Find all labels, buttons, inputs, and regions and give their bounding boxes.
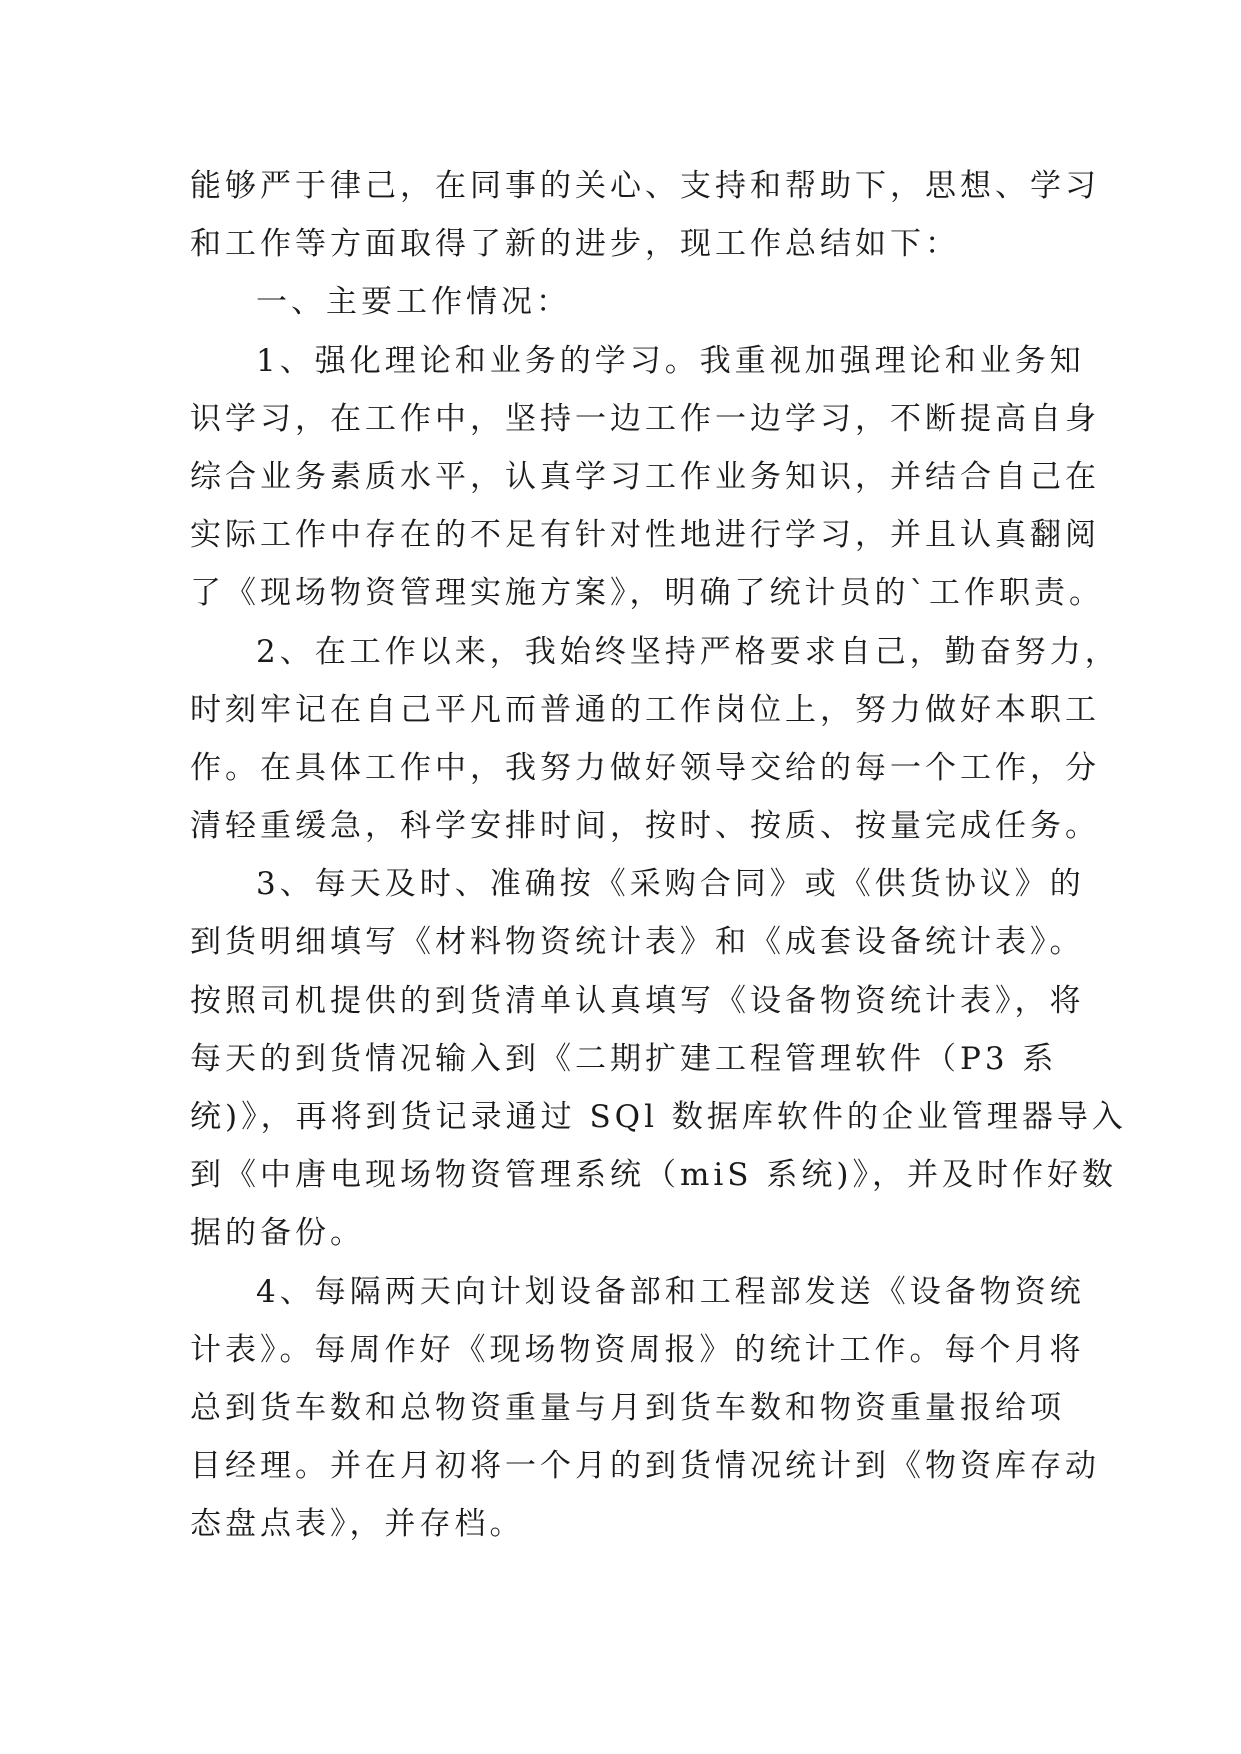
- text-line: 能够严于律己，在同事的关心、支持和帮助下，思想、学习: [190, 168, 1100, 204]
- text-line: 了《现场物资管理实施方案》，明确了统计员的`工作职责。: [190, 575, 1104, 612]
- text-line: 综合业务素质水平，认真学习工作业务知识，并结合自己在: [190, 458, 1100, 495]
- text-line: 和工作等方面取得了新的进步，现工作总结如下：: [190, 226, 960, 263]
- text-line: 按照司机提供的到货清单认真填写《设备物资统计表》，将: [190, 982, 1085, 1019]
- text-line: 到货明细填写《材料物资统计表》和《成套设备统计表》。: [190, 924, 1085, 961]
- text-line: 清轻重缓急，科学安排时间，按时、按质、按量完成任务。: [190, 808, 1100, 845]
- text-line: 据的备份。: [190, 1215, 365, 1252]
- text-line: 2、在工作以来，我始终坚持严格要求自己，勤奋努力，: [256, 633, 1120, 670]
- text-line: 时刻牢记在自己平凡而普通的工作岗位上，努力做好本职工: [190, 691, 1100, 728]
- text-line: 到《中唐电现场物资管理系统（miS 系统)》，并及时作好数: [190, 1157, 1117, 1194]
- text-line: 3、每天及时、准确按《采购合同》或《供货协议》的: [256, 866, 1085, 903]
- text-line: 实际工作中存在的不足有针对性地进行学习，并且认真翻阅: [190, 517, 1100, 554]
- text-line: 作。在具体工作中，我努力做好领导交给的每一个工作，分: [190, 749, 1100, 786]
- text-line: 每天的到货情况输入到《二期扩建工程管理软件（P3 系: [190, 1040, 1058, 1077]
- text-line: 目经理。并在月初将一个月的到货情况统计到《物资库存动: [190, 1448, 1100, 1485]
- text-line: 1、强化理论和业务的学习。我重视加强理论和业务知: [256, 342, 1085, 379]
- text-line: 态盘点表》，并存档。: [190, 1506, 525, 1543]
- section-heading: 一、主要工作情况：: [256, 284, 571, 321]
- text-line: 4、每隔两天向计划设备部和工程部发送《设备物资统: [256, 1273, 1085, 1310]
- text-line: 计表》。每周作好《现场物资周报》的统计工作。每个月将: [190, 1331, 1085, 1368]
- text-line: 识学习，在工作中，坚持一边工作一边学习，不断提高自身: [190, 400, 1100, 437]
- text-line: 统)》，再将到货记录通过 SQl 数据库软件的企业管理器导入: [190, 1099, 1127, 1135]
- text-line: 总到货车数和总物资重量与月到货车数和物资重量报给项: [190, 1389, 1065, 1426]
- document-body: [190, 157, 1127, 1554]
